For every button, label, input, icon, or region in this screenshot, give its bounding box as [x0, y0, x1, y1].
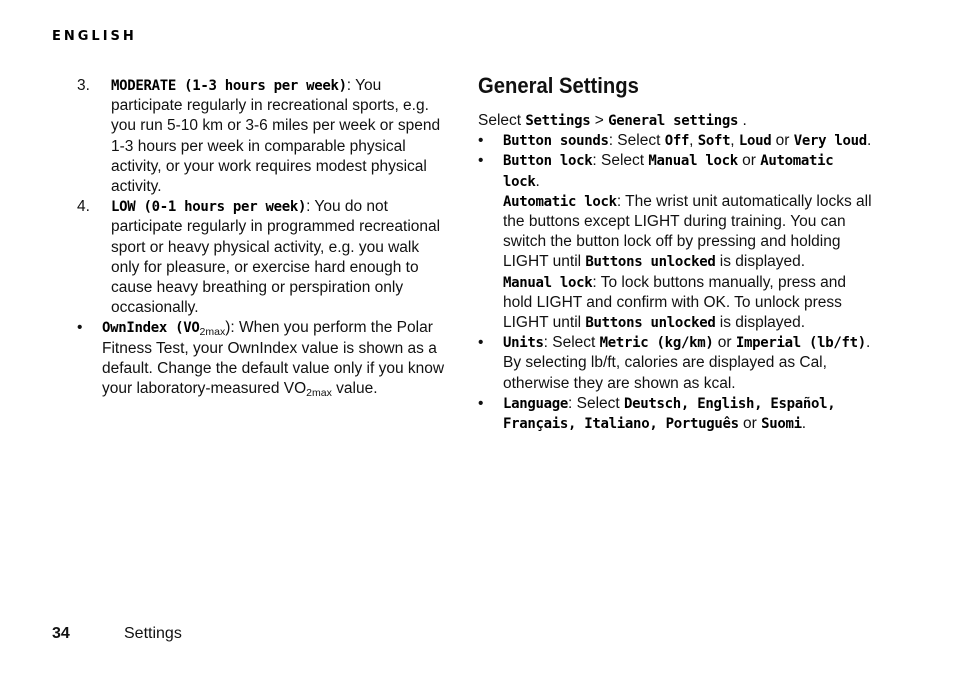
display-term: Units	[503, 335, 544, 352]
intro-end: .	[738, 112, 747, 129]
menu-settings: Settings	[525, 113, 591, 129]
page-number: 34	[52, 625, 70, 642]
display-term: MODERATE (1-3 hours per week)	[111, 78, 347, 94]
option-imperial: Imperial (lb/ft)	[735, 335, 866, 352]
display-message: Buttons unlocked	[585, 254, 716, 271]
list-number: 4.	[77, 198, 90, 216]
item-text: ,	[730, 132, 739, 150]
bullet: •	[77, 319, 83, 337]
bullet: •	[478, 394, 484, 412]
item-text: or	[713, 334, 736, 352]
item-text: : You do not participate regularly in programmed recreational sport or heavy physical activity, e.g. you walk only for pleasure, or exercise hard enough to cause heavy breathing or perspiration only occasionally.	[111, 198, 441, 317]
item-text: or	[771, 132, 794, 150]
footer-section: Settings	[124, 625, 182, 642]
display-term: Language	[503, 395, 569, 412]
intro-text: Select	[478, 112, 526, 129]
item-text: value.	[331, 380, 378, 398]
option-manual-lock: Manual lock	[648, 153, 738, 170]
language-header: ENGLISH	[52, 29, 137, 44]
display-term: Button sounds	[503, 133, 609, 150]
list-item-language	[478, 394, 878, 434]
item-text: : The wrist unit automatically locks all the buttons except LIGHT during training. You can switch the button lock off by pressing and holding LIGHT until	[503, 192, 872, 271]
subscript: 2max	[306, 387, 332, 400]
intro-line	[478, 111, 878, 131]
item-text: : You participate regularly in recreational sports, e.g. you run 5-10 km or 3-6 miles per week or spend 1-3 hours per week in comparable physical activity, or your work requires modest physical activity.	[111, 77, 441, 196]
bullet: •	[478, 132, 484, 150]
option-very-loud: Very loud	[793, 133, 867, 150]
list-number: 3.	[77, 77, 90, 94]
option-metric: Metric (kg/km)	[599, 335, 714, 352]
menu-general-settings: General settings	[608, 113, 739, 129]
display-term: LOW (0-1 hours per week)	[111, 199, 307, 216]
display-term: Manual lock	[503, 274, 593, 291]
list-item-moderate	[77, 76, 447, 197]
option-loud: Loud	[738, 133, 772, 150]
item-text: ): When you perform the Polar Fitness Test, your OwnIndex value is shown as a default. Change the default value only if you know your laboratory-measured VO	[102, 319, 445, 398]
display-term: OwnIndex (VO	[102, 320, 200, 337]
item-text: .	[866, 132, 872, 150]
option-off: Off	[664, 133, 690, 150]
display-message: Buttons unlocked	[585, 315, 716, 332]
item-text: .	[535, 172, 540, 190]
list-item-low	[77, 197, 447, 318]
item-text: or	[738, 415, 762, 433]
option-soft: Soft	[697, 133, 731, 150]
list-item-ownindex	[77, 318, 447, 399]
list-item-units	[478, 333, 878, 394]
bullet: •	[478, 334, 484, 352]
item-text: is displayed.	[715, 314, 806, 332]
bullet: •	[478, 152, 484, 170]
display-term: Button lock	[503, 153, 593, 170]
manual-lock-description	[478, 273, 878, 334]
item-text: : Select	[608, 132, 665, 150]
option-languages: Deutsch, English, Español, Français, Italiano, Português	[503, 395, 836, 433]
item-text: : Select	[543, 334, 600, 352]
automatic-lock-description	[478, 192, 878, 273]
menu-separator: >	[590, 112, 609, 129]
list-item-button-lock	[478, 151, 878, 191]
display-term: Automatic lock	[503, 193, 617, 210]
right-column	[478, 72, 878, 434]
item-text: .	[801, 415, 807, 433]
option-suomi: Suomi	[761, 416, 802, 433]
item-text: : Select	[592, 152, 649, 170]
item-text: . By selecting lb/ft, calories are displayed as Cal, otherwise they are shown as kcal.	[503, 334, 871, 392]
list-item-button-sounds	[478, 131, 878, 151]
section-title: General Settings	[478, 73, 639, 98]
item-text: : To lock buttons manually, press and hold LIGHT and confirm with OK. To unlock press LIGHT until	[503, 273, 847, 332]
subscript: 2max	[199, 326, 226, 339]
option-automatic-lock: Automatic lock	[503, 153, 834, 190]
item-text: ,	[689, 132, 698, 150]
item-text: or	[737, 152, 761, 170]
item-text: is displayed.	[715, 253, 806, 271]
left-column	[77, 76, 447, 399]
item-text: : Select	[568, 394, 625, 412]
